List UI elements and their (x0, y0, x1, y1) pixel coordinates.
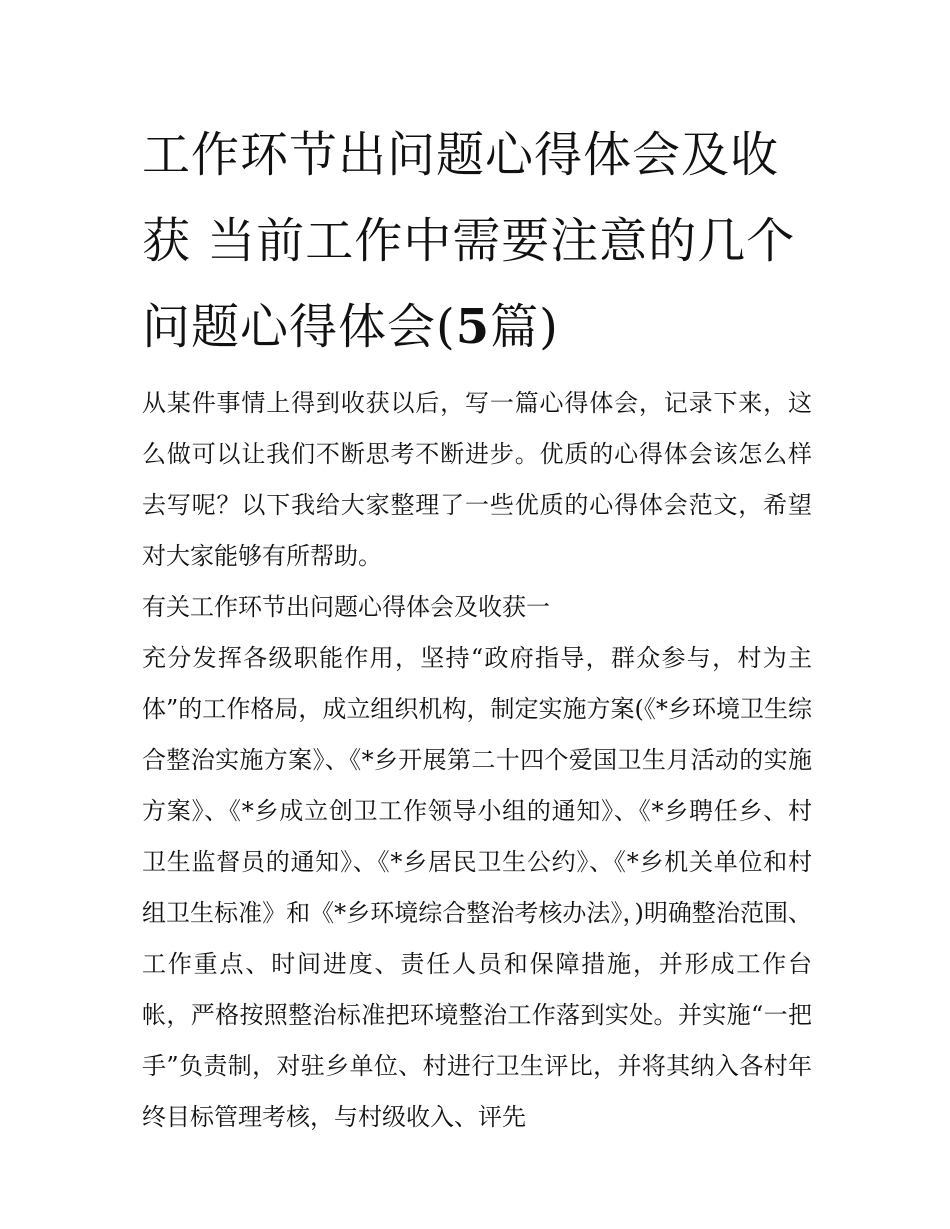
document-page (142, 112, 812, 1143)
title-main-text: 工作环节出问题心得体会及收获 当前工作中需要注意的几个问题心得体会( (142, 127, 796, 355)
body-paragraph: 充分发挥各级职能作用，坚持“政府指导，群众参与，村为主体”的工作格局，成立组织机构，制定实施方案(《*乡环境卫生综合整治实施方案》、《*乡开展第二十四个爱国卫生月活动的实施方案》、《*乡成立创卫工作领导小组的通知》、《*乡聘任乡、村卫生监督员的通知》、《*乡居民卫生公约》、《*乡机关单位和村组卫生标准》和《*乡环境综合整治考核办法》，)明确整治范围、工作重点、时间进度、责任人员和保障措施，并形成工作台帐，严格按照整治标准把环境整治工作落到实处。并实施“一把手”负责制，对驻乡单位、村进行卫生评比，并将其纳入各村年终目标管理考核，与村级收入、评先 (142, 644, 812, 1131)
title-tail-text: 篇) (490, 299, 559, 355)
document-title (142, 112, 812, 370)
section-heading: 有关工作环节出问题心得体会及收获一 (142, 593, 550, 621)
intro-paragraph: 从某件事情上得到收获以后，写一篇心得体会，记录下来，这么做可以让我们不断思考不断进步。优质的心得体会该怎么样去写呢？以下我给大家整理了一些优质的心得体会范文，希望对大家能够有所帮助。 (142, 389, 812, 570)
title-count: 5 (455, 299, 491, 355)
